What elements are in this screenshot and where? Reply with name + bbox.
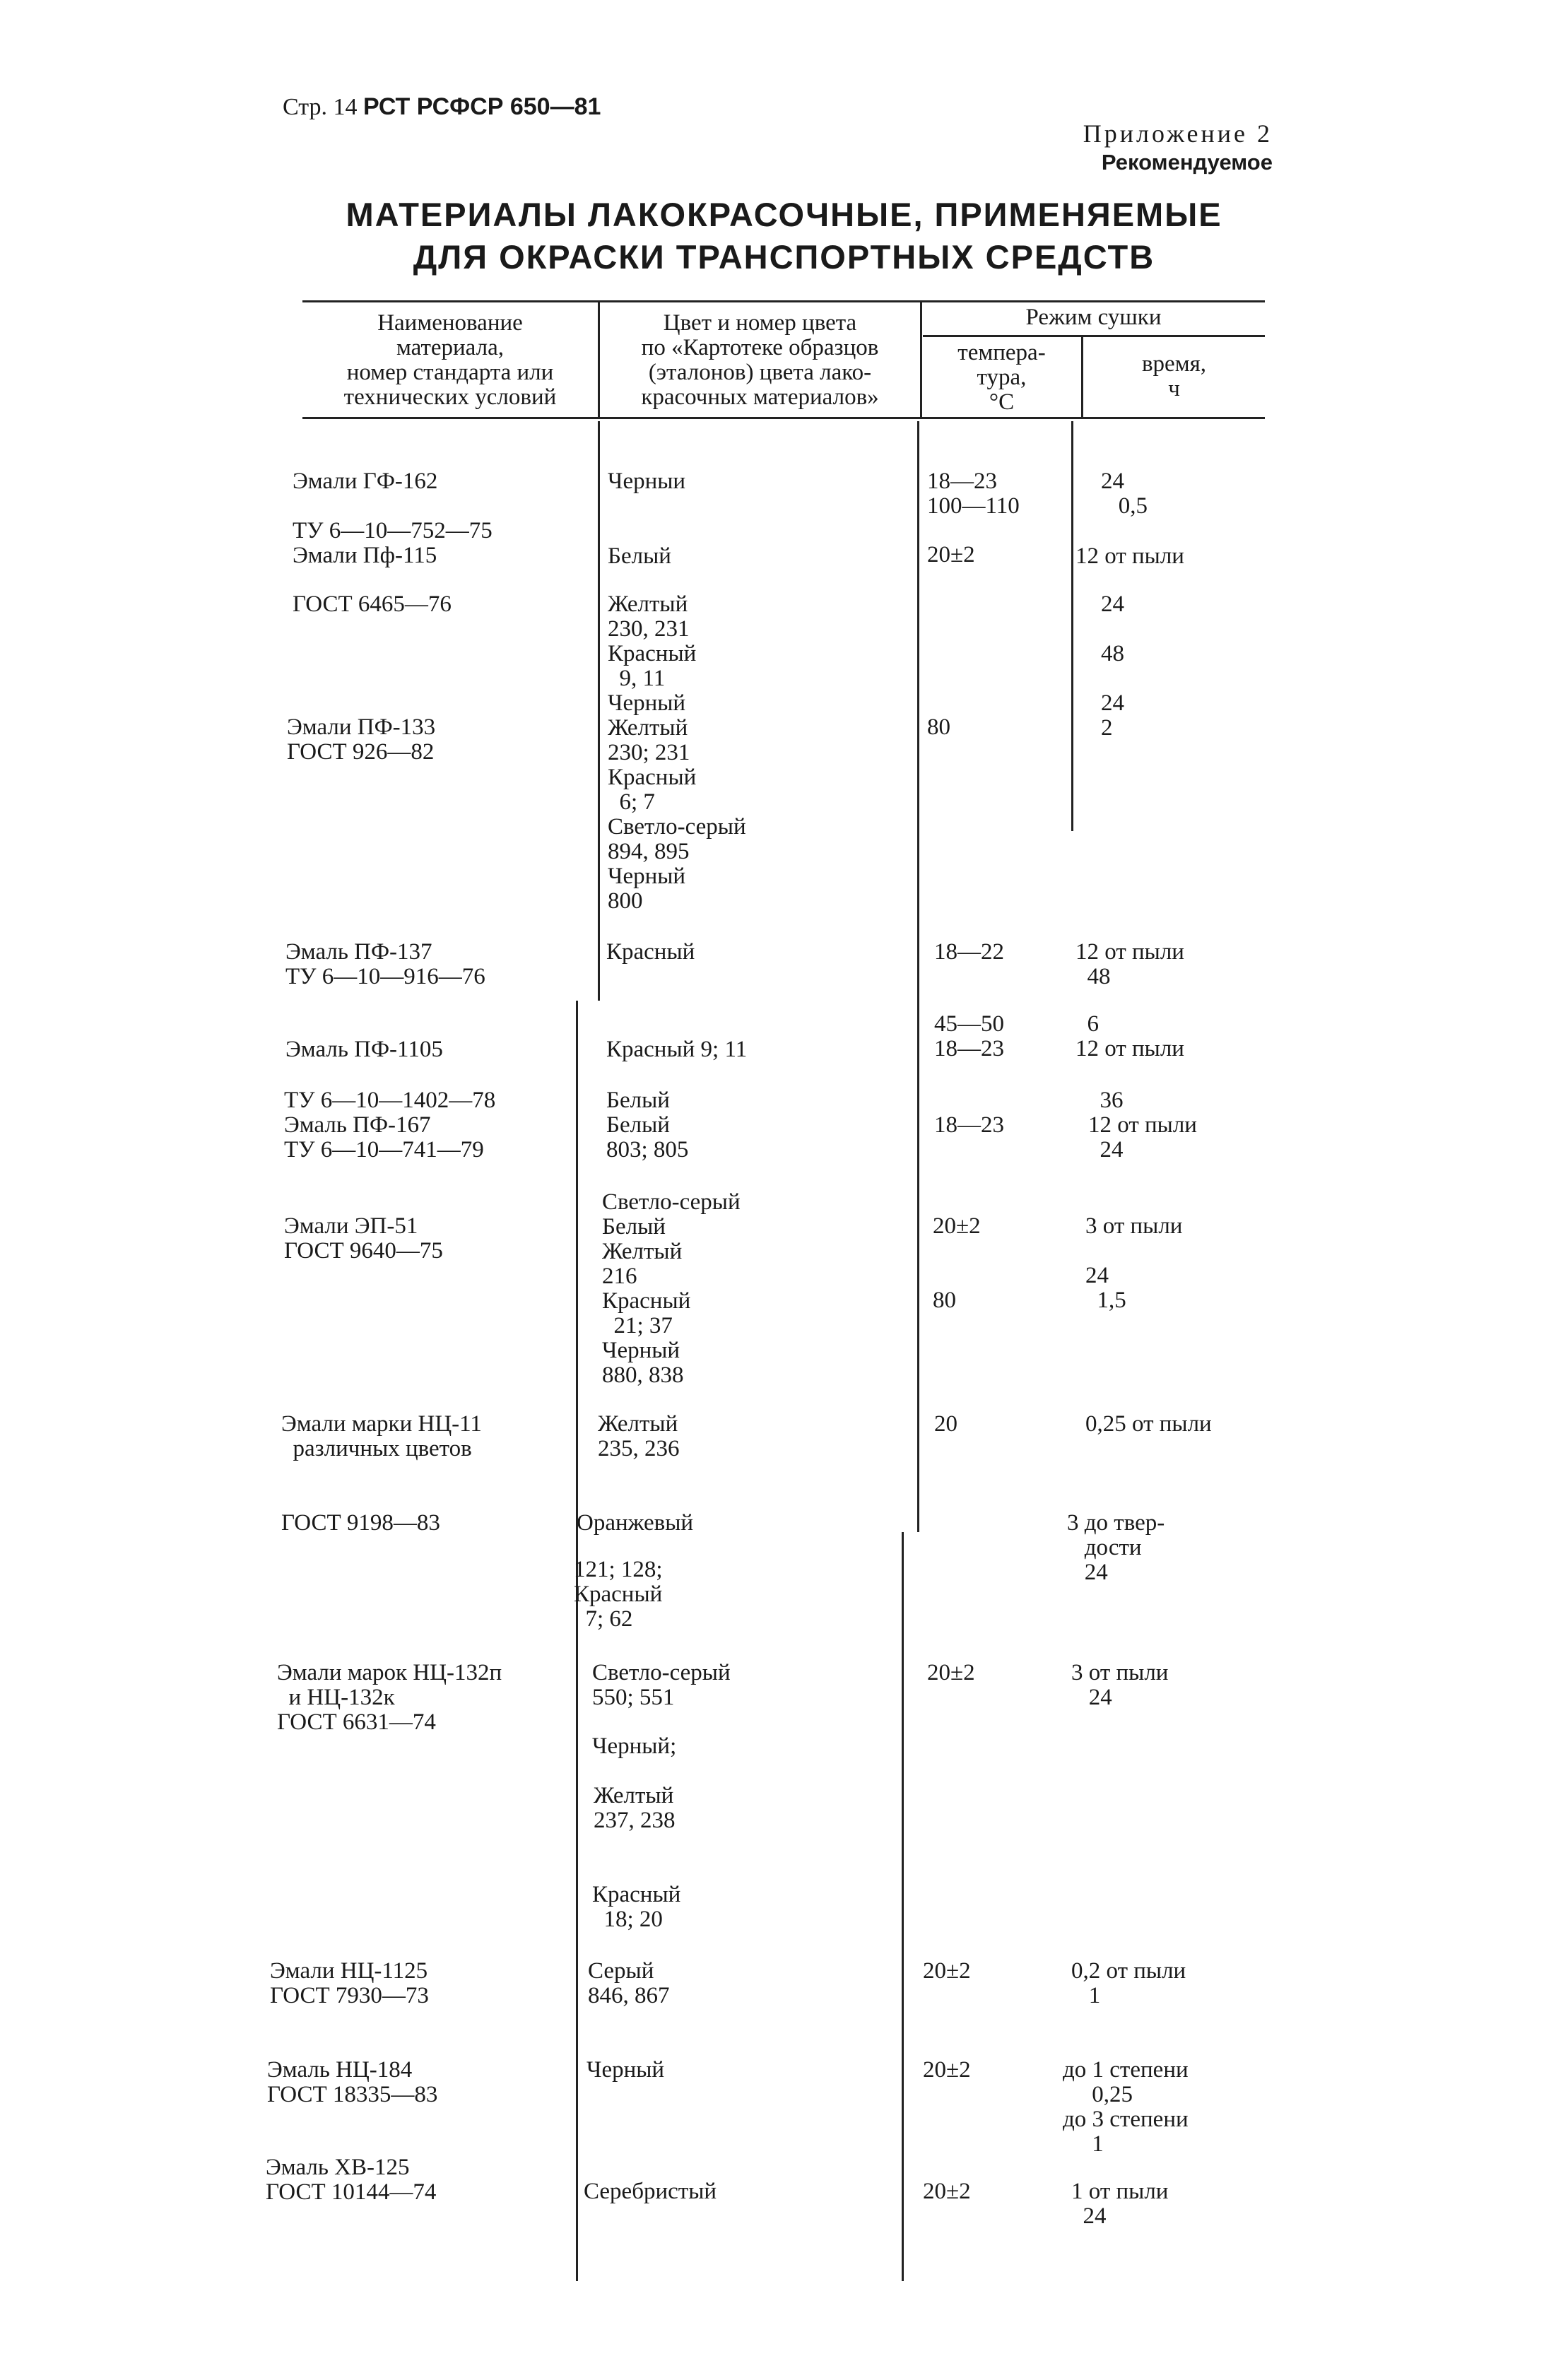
cell-time: [1067, 1511, 1165, 1585]
cell-line: Светло-серый: [608, 814, 746, 840]
cell-color: [588, 1959, 670, 2008]
cell-line: 18—23: [934, 1036, 1004, 1061]
cell-temp: [934, 1088, 1004, 1138]
cell-line: Эмали марок НЦ-132п: [277, 1660, 502, 1685]
header-line: материала,: [396, 335, 504, 360]
document-title-line-2: ДЛЯ ОКРАСКИ ТРАНСПОРТНЫХ СРЕДСТВ: [413, 238, 1155, 276]
cell-color: [608, 469, 685, 494]
cell-line: Белый: [606, 1112, 670, 1138]
cell-line: Черный: [602, 1338, 680, 1363]
cell-temp: [927, 469, 1020, 519]
cell-line: Желтый: [602, 1239, 683, 1264]
cell-line: Эмали Пф-115: [293, 543, 437, 568]
cell-line: 24: [1101, 469, 1124, 494]
cell-time: [1071, 2179, 1168, 2229]
cell-line: 1: [1071, 1983, 1101, 2008]
cell-line: ГОСТ 926—82: [287, 739, 435, 765]
cell-time: [1101, 592, 1124, 741]
cell-line: 20±2: [923, 1958, 971, 1984]
cell-line: Эмаль ХВ-125: [266, 2155, 410, 2180]
cell-line: 24: [1085, 1263, 1109, 1288]
cell-line: [1101, 666, 1124, 691]
cell-line: 100—110: [927, 493, 1020, 519]
cell-line: Черный: [608, 864, 686, 889]
cell-line: 45—50: [934, 1011, 1004, 1037]
cell-line: 121; 128;: [574, 1557, 663, 1582]
cell-line: 6: [1075, 1011, 1099, 1037]
cell-temp: [923, 2179, 971, 2204]
cell-line: Черный: [586, 2057, 665, 2083]
cell-color: [592, 1661, 731, 1710]
cell-color: [608, 544, 671, 569]
cell-line: 1: [1063, 2131, 1104, 2157]
cell-temp: [927, 1661, 975, 1685]
cell-temp: [923, 1959, 971, 1984]
cell-line: 9, 11: [608, 666, 666, 691]
cell-line: различных цветов: [281, 1436, 472, 1461]
cell-line: ТУ 6—10—752—75: [293, 518, 493, 543]
cell-color: [574, 1558, 663, 1632]
cell-line: ГОСТ 10144—74: [266, 2179, 437, 2205]
cell-line: 235, 236: [598, 1436, 680, 1461]
cell-line: Красный: [608, 641, 697, 666]
cell-line: Красный 9; 11: [606, 1037, 748, 1062]
cell-line: Белый: [602, 1214, 666, 1240]
cell-line: 18—22: [934, 939, 1004, 965]
cell-line: 80: [927, 714, 950, 740]
cell-line: Желтый: [608, 591, 688, 617]
cell-line: Красный: [602, 1288, 691, 1314]
cell-time: [1085, 1214, 1182, 1313]
cell-color: [586, 2058, 664, 2083]
header-line: номер стандарта или: [346, 360, 554, 385]
body-divider-2a: [917, 421, 919, 1532]
header-line: Цвет и номер цвета: [663, 310, 857, 336]
cell-color: [606, 940, 695, 965]
cell-name: [285, 1037, 443, 1062]
table-top-rule: [302, 300, 1265, 302]
cell-line: 20±2: [923, 2057, 971, 2083]
cell-name: [284, 1088, 495, 1162]
header-line: технических условий: [343, 384, 557, 410]
cell-line: до 3 степени: [1063, 2107, 1189, 2132]
cell-time: [1101, 469, 1148, 519]
cell-line: Светло-серый: [602, 1189, 741, 1215]
cell-line: 24: [1101, 690, 1124, 716]
cell-temp: [934, 940, 1004, 965]
cell-temp: [934, 1012, 1004, 1061]
cell-line: 20±2: [927, 542, 975, 567]
cell-line: 24: [1071, 2203, 1107, 2229]
cell-name: [293, 592, 452, 617]
cell-line: Эмали ЭП-51: [284, 1213, 418, 1239]
cell-line: 36: [1088, 1088, 1124, 1113]
cell-line: 7; 62: [574, 1606, 633, 1632]
cell-line: 0,2 от пыли: [1071, 1958, 1186, 1984]
cell-line: ГОСТ 6465—76: [293, 591, 452, 617]
cell-line: Белый: [608, 543, 671, 569]
cell-line: 20±2: [923, 2179, 971, 2204]
cell-line: 3 до твер-: [1067, 1510, 1165, 1536]
cell-color: [606, 1088, 688, 1162]
header-line: Наименование: [377, 310, 523, 336]
cell-line: 24: [1088, 1137, 1124, 1162]
cell-color: [602, 1190, 741, 1388]
cell-line: 21; 37: [602, 1313, 673, 1338]
cell-line: 800: [608, 888, 643, 914]
header-drying-mode: Режим сушки: [1025, 305, 1162, 330]
cell-line: [933, 1264, 981, 1288]
cell-line: 0,5: [1101, 493, 1148, 519]
header-line: время,: [1141, 351, 1207, 377]
cell-time: [1071, 1661, 1168, 1710]
cell-color: [592, 1734, 676, 1759]
cell-time: [1075, 940, 1184, 989]
document-title-line-1: МАТЕРИАЛЫ ЛАКОКРАСОЧНЫЕ, ПРИМЕНЯЕМЫЕ: [346, 196, 1222, 233]
cell-line: 6; 7: [608, 789, 655, 815]
cell-time: [1085, 1412, 1212, 1437]
cell-color: [598, 1412, 680, 1461]
cell-line: ТУ 6—10—741—79: [284, 1137, 484, 1162]
cell-line: Красный: [574, 1582, 663, 1607]
cell-line: Эмали ПФ-133: [287, 714, 436, 740]
cell-color: [577, 1511, 693, 1536]
cell-line: 18—23: [927, 469, 997, 494]
cell-line: 48: [1101, 641, 1124, 666]
cell-line: 12 от пыли: [1088, 1112, 1197, 1138]
cell-line: Красный: [592, 1882, 681, 1907]
cell-line: ГОСТ 18335—83: [267, 2082, 438, 2107]
cell-line: Эмали НЦ-1125: [270, 1958, 428, 1984]
cell-line: Белый: [606, 1088, 670, 1113]
cell-line: Черный;: [592, 1733, 677, 1759]
cell-line: 12 от пыли: [1075, 939, 1184, 965]
cell-line: дости: [1067, 1535, 1142, 1560]
header-line: (эталонов) цвета лако-: [648, 360, 872, 385]
cell-line: [1085, 1239, 1182, 1264]
cell-line: 12 от пыли: [1075, 1036, 1184, 1061]
header-name-column: [302, 311, 598, 410]
header-line: тура,: [977, 365, 1027, 390]
cell-line: до 1 степени: [1063, 2057, 1189, 2083]
drying-subheader-rule: [923, 335, 1265, 337]
cell-name: [266, 2155, 436, 2205]
cell-line: Черный: [608, 690, 686, 716]
cell-line: 880, 838: [602, 1362, 684, 1388]
cell-line: Эмали ГФ-162: [293, 469, 438, 494]
cell-color: [584, 2179, 717, 2204]
cell-temp: [923, 2058, 971, 2083]
cell-line: Эмаль НЦ-184: [267, 2057, 413, 2083]
cell-line: 230; 231: [608, 740, 690, 765]
cell-time: [1088, 1088, 1197, 1162]
header-line: по «Картотеке образцов: [641, 335, 879, 360]
cell-time: [1071, 1959, 1186, 2008]
cell-line: 20: [934, 1411, 957, 1437]
header-line: красочных материалов»: [641, 384, 879, 410]
cell-line: 18—23: [934, 1112, 1004, 1138]
cell-line: ТУ 6—10—1402—78: [284, 1088, 496, 1113]
cell-line: 1 от пыли: [1071, 2179, 1169, 2204]
cell-line: ГОСТ 9198—83: [281, 1510, 440, 1536]
appendix-label: Приложение 2: [1083, 119, 1273, 148]
cell-line: 24: [1101, 591, 1124, 617]
header-line: °С: [989, 389, 1015, 415]
cell-line: 24: [1067, 1560, 1108, 1585]
cell-line: 2: [1101, 715, 1113, 741]
cell-color: [594, 1784, 676, 1833]
cell-line: Оранжевый: [577, 1510, 694, 1536]
cell-name: [285, 940, 485, 989]
cell-name: [293, 519, 493, 568]
body-divider-3: [1071, 421, 1073, 831]
cell-line: ГОСТ 9640—75: [284, 1238, 443, 1264]
cell-line: 20±2: [933, 1213, 981, 1239]
cell-name: [277, 1661, 502, 1735]
cell-line: Эмали марки НЦ-11: [281, 1411, 482, 1437]
cell-name: [267, 2058, 437, 2107]
cell-line: Серебристый: [584, 2179, 717, 2204]
cell-name: [284, 1214, 443, 1264]
cell-line: 12 от пыли: [1075, 543, 1184, 569]
cell-line: Эмаль ПФ-1105: [285, 1037, 443, 1062]
cell-line: [934, 1088, 1004, 1113]
cell-line: 0,25: [1063, 2082, 1133, 2107]
cell-name: [293, 469, 437, 494]
cell-line: 80: [933, 1288, 956, 1313]
page-prefix: Стр. 14: [283, 94, 358, 120]
cell-line: Черныи: [608, 469, 686, 494]
cell-line: Желтый: [598, 1411, 678, 1437]
header-line: темпера-: [957, 340, 1046, 365]
cell-line: 803; 805: [606, 1137, 689, 1162]
cell-line: 3 от пыли: [1071, 1660, 1169, 1685]
cell-temp: [927, 715, 950, 740]
cell-line: 894, 895: [608, 839, 690, 864]
body-divider-1a: [598, 421, 600, 1001]
cell-line: Светло-серый: [592, 1660, 731, 1685]
cell-line: ГОСТ 6631—74: [277, 1709, 436, 1735]
header-temperature: [922, 341, 1081, 415]
cell-line: [1101, 617, 1124, 642]
cell-line: 18; 20: [592, 1907, 663, 1932]
cell-line: Желтый: [594, 1783, 674, 1808]
cell-line: Желтый: [608, 715, 688, 741]
cell-line: 1,5: [1085, 1288, 1126, 1313]
header-line: ч: [1168, 376, 1180, 401]
cell-name: [281, 1412, 482, 1461]
cell-line: 237, 238: [594, 1808, 676, 1833]
cell-line: [933, 1239, 981, 1264]
cell-color: [606, 1037, 747, 1062]
standard-number: РСТ РСФСР 650—81: [363, 93, 601, 120]
cell-name: [270, 1959, 429, 2008]
cell-temp: [933, 1214, 981, 1313]
cell-color: [592, 1883, 680, 1932]
header-time: [1083, 352, 1265, 401]
cell-line: 846, 867: [588, 1983, 670, 2008]
cell-color: [608, 592, 746, 914]
body-divider-1b: [576, 1001, 578, 2281]
page-number-header: [283, 93, 601, 121]
header-color-column: [600, 311, 920, 410]
body-divider-2b: [902, 1532, 904, 2281]
cell-line: Красный: [608, 765, 697, 790]
table-header-bottom-rule: [302, 417, 1265, 419]
cell-line: 0,25 от пыли: [1085, 1411, 1212, 1437]
cell-line: 48: [1075, 964, 1111, 989]
cell-time: [1075, 1012, 1184, 1061]
cell-line: 230, 231: [608, 616, 690, 642]
cell-line: Эмаль ПФ-137: [285, 939, 432, 965]
cell-temp: [927, 543, 975, 567]
cell-line: ГОСТ 7930—73: [270, 1983, 429, 2008]
cell-line: 24: [1071, 1685, 1112, 1710]
cell-line: 216: [602, 1264, 637, 1289]
cell-time: [1075, 544, 1184, 569]
cell-line: 550; 551: [592, 1685, 675, 1710]
cell-time: [1063, 2058, 1189, 2157]
cell-line: Эмаль ПФ-167: [284, 1112, 431, 1138]
cell-line: Красный: [606, 939, 695, 965]
appendix-status: Рекомендуемое: [1101, 150, 1273, 175]
cell-line: ТУ 6—10—916—76: [285, 964, 485, 989]
cell-name: [281, 1511, 440, 1536]
cell-temp: [934, 1412, 957, 1437]
cell-line: Серый: [588, 1958, 654, 1984]
cell-line: 20±2: [927, 1660, 975, 1685]
cell-line: 3 от пыли: [1085, 1213, 1183, 1239]
cell-name: [287, 715, 435, 765]
cell-line: и НЦ-132к: [277, 1685, 395, 1710]
